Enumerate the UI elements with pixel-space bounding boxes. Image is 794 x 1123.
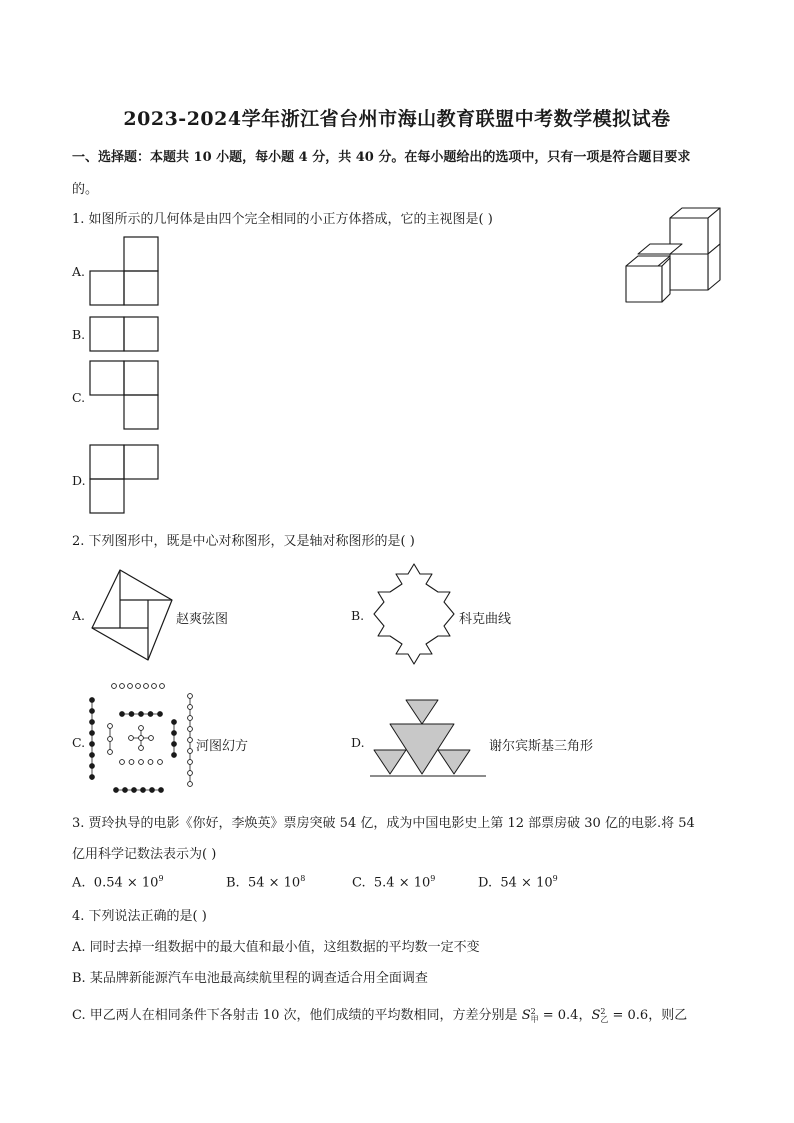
section-heading-cont: 的。 [72, 182, 99, 197]
q3-option-b-times: × 10 [268, 875, 301, 891]
q2-option-d-label: D. [351, 735, 365, 750]
variance-sub-1: 甲 [530, 1014, 539, 1024]
q2-option-a-label: A. [72, 608, 86, 623]
q3-option-d-mantissa: 54 [500, 875, 517, 891]
q3-option-c-mantissa: 5.4 [373, 875, 395, 891]
q1-option-c-label: C. [72, 390, 86, 405]
q4-stem: 4. 下列说法正确的是( ) [72, 909, 207, 924]
q3-option-b-exp: 8 [300, 874, 306, 883]
q2-option-b-label: B. [351, 608, 365, 623]
variance-sq-2: 2 [600, 1006, 606, 1016]
q3-option-a-mantissa: 0.54 [93, 875, 123, 891]
q3-option-d-exp: 9 [552, 874, 558, 883]
variance-sub-2: 乙 [600, 1014, 609, 1024]
q1-option-d-figure [88, 444, 160, 516]
q4-option-b: B. 某品牌新能源汽车电池最高续航里程的调查适合用全面调查 [72, 971, 428, 986]
q2-option-d-caption: 谢尔宾斯基三角形 [489, 739, 594, 754]
variance-symbol-2: S [591, 1008, 601, 1023]
q4-option-a: A. 同时去掉一组数据中的最大值和最小值，这组数据的平均数一定不变 [72, 940, 480, 955]
q1-option-a-figure [88, 236, 160, 308]
q1-option-a-label: A. [72, 264, 86, 279]
q1-option-b-label: B. [72, 327, 86, 342]
variance-sq-1: 2 [530, 1006, 536, 1016]
q3-option-b-letter: B. [226, 875, 240, 891]
q4-option-c-text: C. 甲乙两人在相同条件下各射击 10 次，他们成绩的平均数相同，方差分别是 [72, 1008, 518, 1023]
q3-option-b [226, 874, 305, 890]
q3-option-c-exp: 9 [430, 874, 436, 883]
q3-stem-line1: 3. 贾玲执导的电影《你好，李焕英》票房突破 54 亿，成为中国电影史上第 12 部票房破 30 亿的电影.将 54 [72, 816, 695, 831]
q4-option-c-tail: ，则乙 [648, 1008, 688, 1023]
section-heading: 一、选择题：本题共 10 小题，每小题 4 分，共 40 分。在每小题给出的选项中，只有一项是符合题目要求 [72, 150, 691, 165]
q3-option-c [352, 874, 435, 890]
q4-option-c [72, 1004, 687, 1024]
q1-option-b-figure [88, 316, 160, 354]
sierpinski-triangle-figure [368, 698, 488, 782]
variance-symbol-1: S [521, 1008, 531, 1023]
q1-cube-solid-figure [624, 206, 724, 306]
variance-sep: ， [578, 1008, 592, 1023]
q2-stem: 2. 下列图形中，既是中心对称图形，又是轴对称图形的是( ) [72, 534, 415, 549]
q2-option-a-caption: 赵爽弦图 [176, 612, 229, 627]
q3-option-d-times: × 10 [521, 875, 553, 891]
page-title: 2023-2024学年浙江省台州市海山教育联盟中考数学模拟试卷 [123, 108, 671, 130]
q3-option-b-mantissa: 54 [247, 875, 265, 891]
q3-option-d [478, 874, 558, 890]
q3-stem-line2: 亿用科学记数法表示为( ) [72, 847, 217, 862]
q1-option-c-figure [88, 360, 160, 432]
variance-value-1: = 0.4 [538, 1008, 579, 1023]
q3-option-a-letter: A. [72, 875, 86, 891]
q3-option-a-exp: 9 [158, 874, 164, 883]
q2-option-c-label: C. [72, 735, 86, 750]
q3-option-c-times: × 10 [398, 875, 431, 891]
variance-value-2: = 0.6 [608, 1008, 649, 1023]
q2-option-b-caption: 科克曲线 [459, 612, 512, 627]
zhaoshuang-figure [88, 568, 178, 662]
q2-option-c-caption: 河图幻方 [196, 739, 249, 754]
koch-snowflake-figure [366, 562, 462, 668]
q3-option-c-letter: C. [352, 875, 366, 891]
q3-option-a [72, 874, 164, 890]
q1-stem: 1. 如图所示的几何体是由四个完全相同的小正方体搭成，它的主视图是( ) [72, 212, 493, 227]
q1-option-d-label: D. [72, 473, 86, 488]
q3-option-a-times: × 10 [126, 875, 159, 891]
q3-option-d-letter: D. [478, 875, 493, 891]
hetu-magic-square-figure [84, 682, 196, 796]
